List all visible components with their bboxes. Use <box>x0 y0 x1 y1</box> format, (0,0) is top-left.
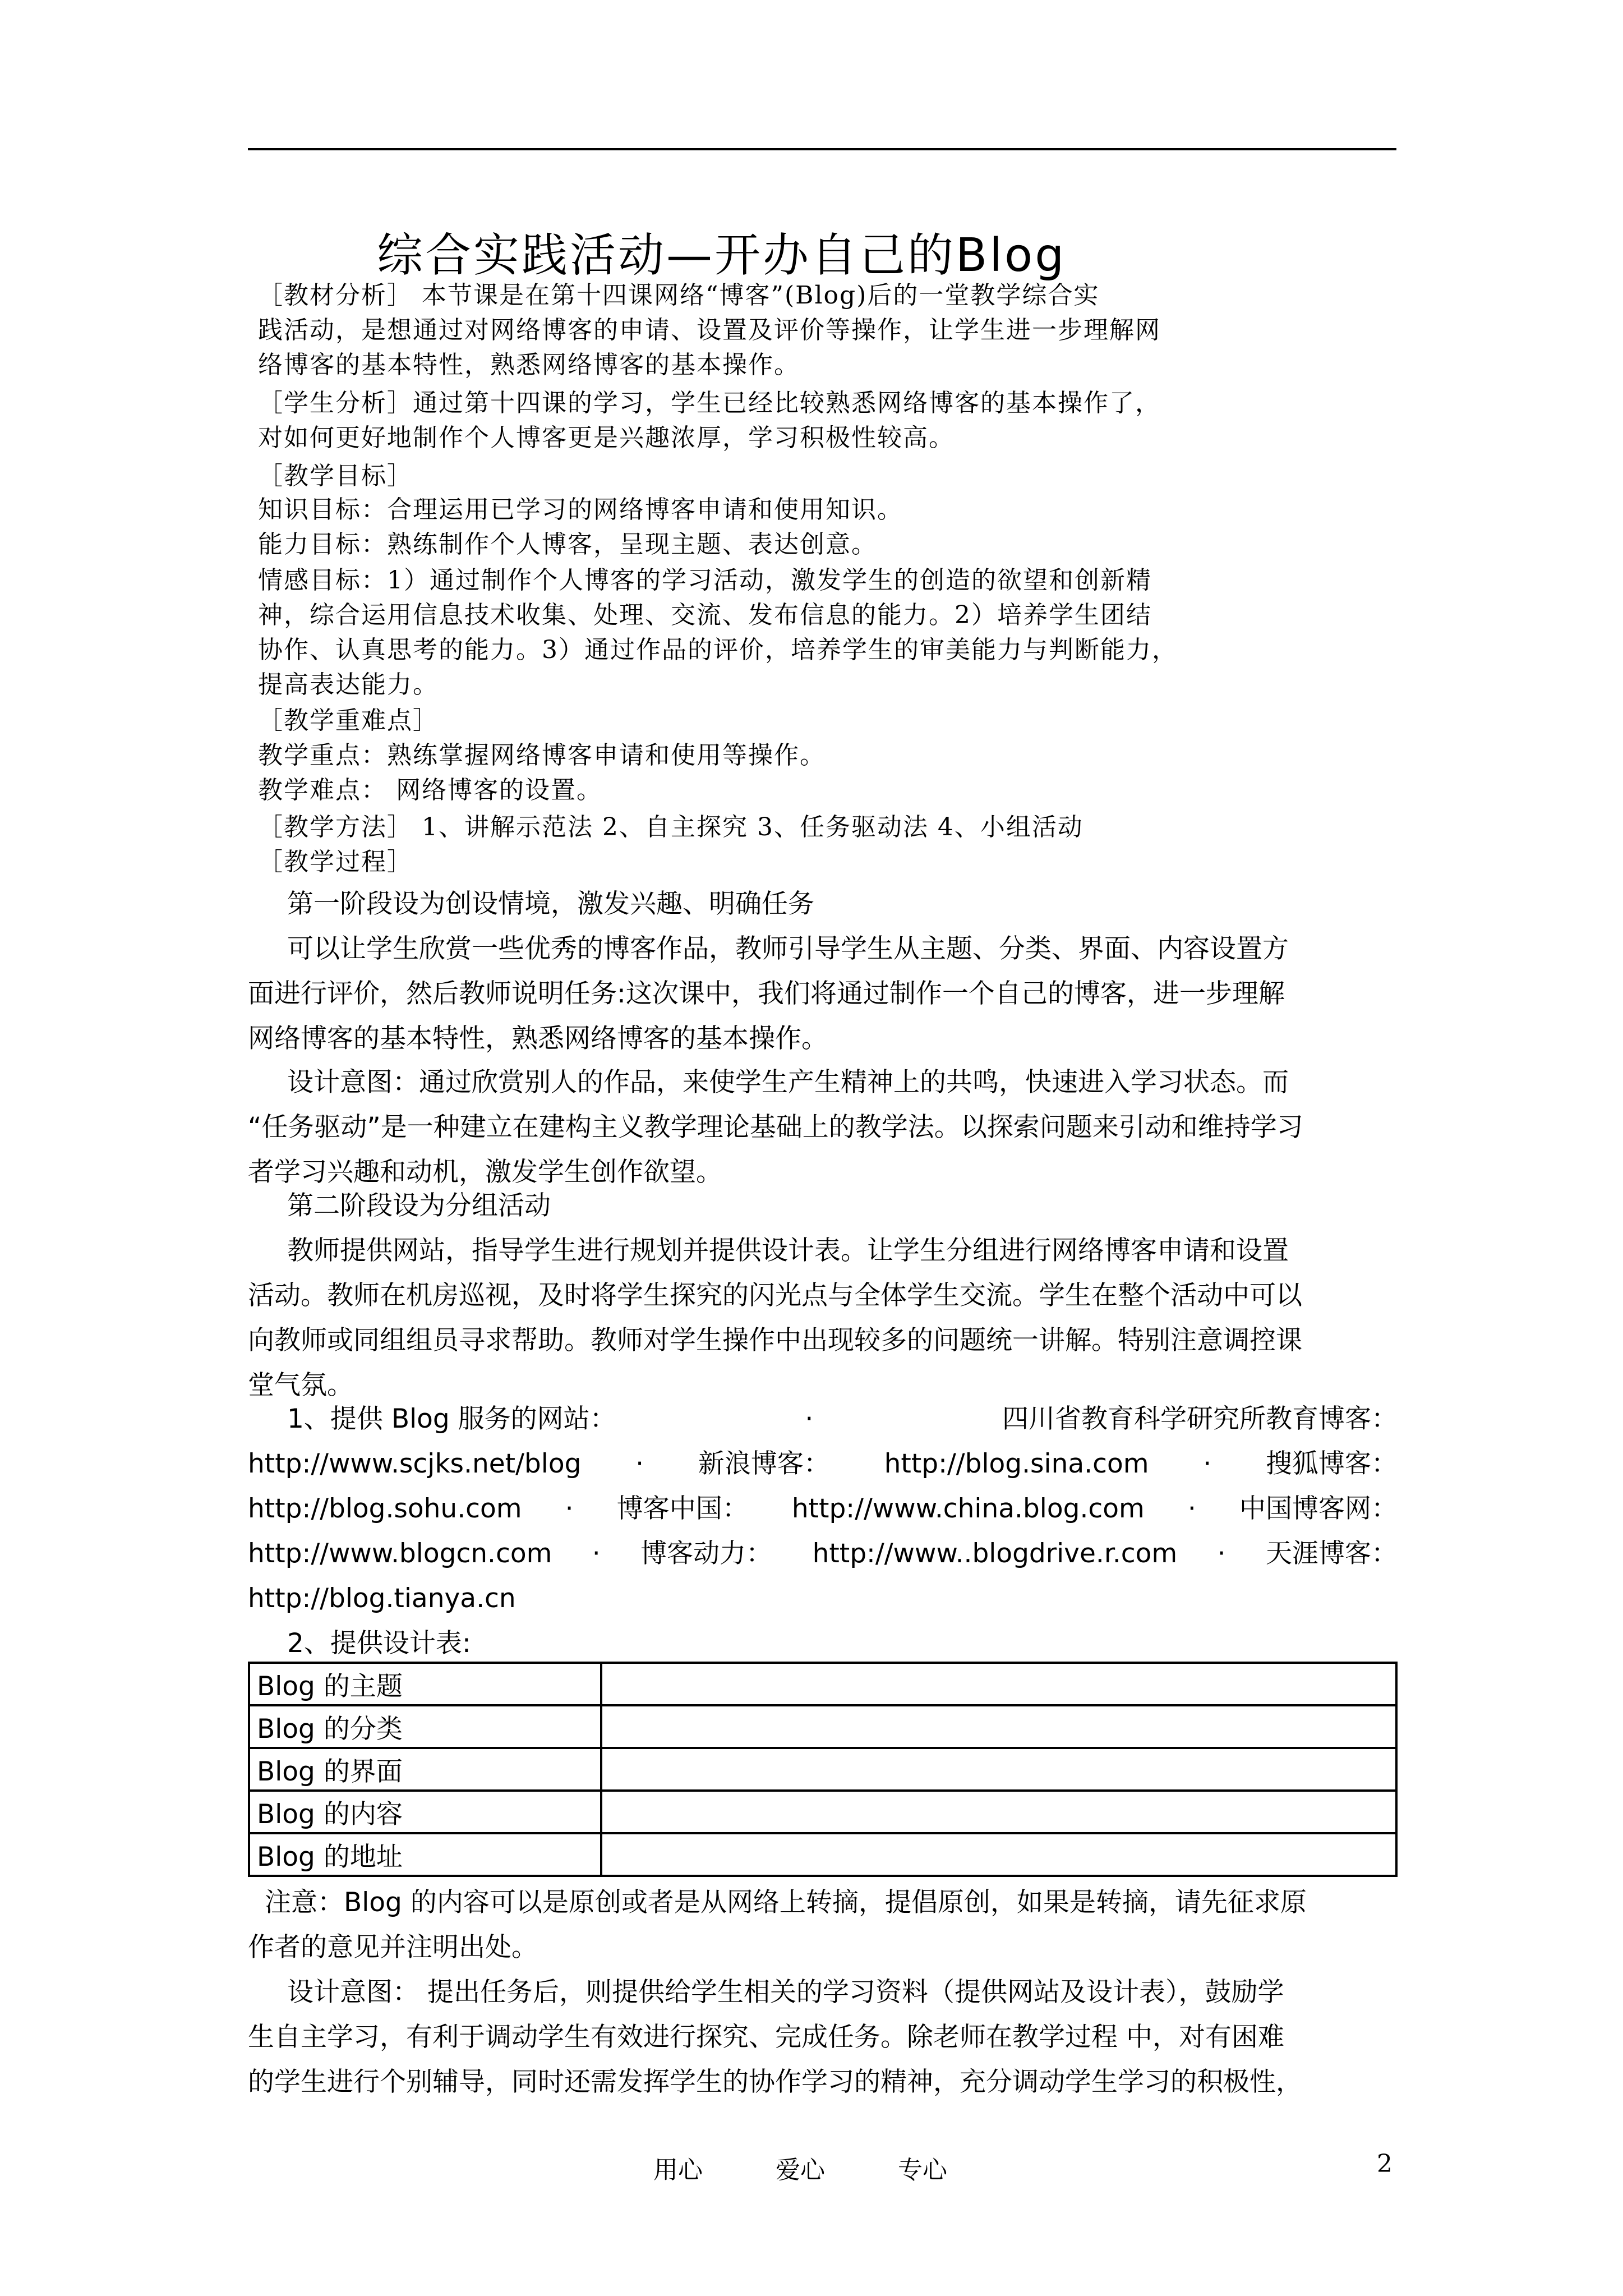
table-cell-value[interactable] <box>601 1791 1396 1833</box>
lesson-title: 综合实践活动—开办自己的Blog <box>377 229 1067 282</box>
scan-line: 知识目标：合理运用已学习的网络博客申请和使用知识。 <box>258 495 903 524</box>
link[interactable]: http://blog.sohu.com <box>248 1493 522 1524</box>
table-cell-label: Blog 的地址 <box>249 1833 601 1876</box>
scan-line: ［教学目标］ <box>258 462 413 490</box>
page-footer: 用心 爱心 专心 <box>653 2156 947 2184</box>
scan-line: 神，综合运用信息技术收集、处理、交流、发布信息的能力。2）培养学生团结 <box>258 601 1152 629</box>
url-row: http://www.scjks.net/blog · 新浪博客： http://blog.sina.com · 搜狐博客： <box>248 1442 1398 1487</box>
note-paragraph: 注意：Blog 的内容可以是原创或者是从网络上转摘，提倡原创，如果是转摘，请先征求原 作者的意见并注明出处。 <box>248 1887 1307 1963</box>
table-row <box>249 1705 1396 1748</box>
scan-line: 协作、认真思考的能力。3）通过作品的评价，培养学生的审美能力与判断能力， <box>258 636 1178 664</box>
scan-line: ［教学过程］ <box>258 848 413 876</box>
link[interactable]: http://www.scjks.net/blog <box>248 1448 582 1479</box>
blog-site-list <box>248 1397 1398 1666</box>
scan-line: 情感目标：1）通过制作个人博客的学习活动，激发学生的创造的欲望和创新精 <box>258 566 1152 595</box>
table-cell-value[interactable] <box>601 1833 1396 1876</box>
scanned-lesson-header <box>248 185 1224 886</box>
stage-2-heading: 第二阶段设为分组活动 <box>287 1190 551 1221</box>
page-number: 2 <box>1377 2150 1393 2178</box>
table-row <box>249 1833 1396 1876</box>
table-cell-label: Blog 的主题 <box>249 1663 601 1705</box>
scan-line: 教学重点：熟练掌握网络博客申请和使用等操作。 <box>258 741 826 770</box>
table-row <box>249 1748 1396 1791</box>
scan-line: 践活动，是想通过对网络博客的申请、设置及评价等操作，让学生进一步理解网 <box>258 316 1161 344</box>
scan-line: ［教材分析］ 本节课是在第十四课网络“博客”(Blog)后的一堂教学综合实 <box>258 281 1100 310</box>
table-cell-label: Blog 的界面 <box>249 1748 601 1791</box>
scan-line: ［教学重难点］ <box>258 706 439 735</box>
table-row <box>249 1663 1396 1705</box>
paragraph-design-intent-2: 设计意图： 提出任务后，则提供给学生相关的学习资料（提供网站及设计表），鼓励学 生自主学习，有利于调动学生有效进行探究、完成任务。除老师在教学过程 中，对有困难 的学生进行个别辅导，同时还需发挥学生的协作学习的精神，充分调动学生学习的积极性， <box>248 1977 1302 2097</box>
scan-line: ［学生分析］通过第十四课的学习，学生已经比较熟悉网络博客的基本操作了， <box>258 389 1161 417</box>
scan-line: 教学难点： 网络博客的设置。 <box>258 776 602 804</box>
table-cell-value[interactable] <box>601 1705 1396 1748</box>
link[interactable]: http://www.china.blog.com <box>791 1493 1145 1524</box>
url-row <box>248 1576 1398 1621</box>
stage-1-heading: 第一阶段设为创设情境，激发兴趣、明确任务 <box>287 889 814 919</box>
scan-line: 对如何更好地制作个人博客更是兴趣浓厚，学习积极性较高。 <box>258 424 955 452</box>
header-rule <box>248 148 1396 150</box>
url-row: http://www.blogcn.com · 博客动力： http://www..blogdrive.r.com · 天涯博客： <box>248 1531 1398 1576</box>
link[interactable]: http://blog.sina.com <box>884 1448 1149 1479</box>
table-row <box>249 1791 1396 1833</box>
scan-line: 络博客的基本特性，熟悉网络博客的基本操作。 <box>258 351 800 379</box>
table-cell-label: Blog 的分类 <box>249 1705 601 1748</box>
scan-line: ［教学方法］ 1、讲解示范法 2、自主探究 3、任务驱动法 4、小组活动 <box>258 813 1083 841</box>
scan-line: 提高表达能力。 <box>258 670 439 699</box>
paragraph-stage-1: 可以让学生欣赏一些优秀的博客作品，教师引导学生从主题、分类、界面、内容设置方 面进行评价，然后教师说明任务:这次课中，我们将通过制作一个自己的博客，进一步理解 网络博客的基本特性，熟悉网络博客的基本操作。 <box>248 933 1289 1054</box>
scan-line: 能力目标：熟练制作个人博客，呈现主题、表达创意。 <box>258 530 877 559</box>
link[interactable]: http://blog.tianya.cn <box>248 1583 516 1614</box>
link[interactable]: http://www.blogcn.com <box>248 1538 552 1569</box>
table-cell-value[interactable] <box>601 1663 1396 1705</box>
table-cell-value[interactable] <box>601 1748 1396 1791</box>
design-table <box>248 1662 1398 1877</box>
url-row: 1、提供 Blog 服务的网站： · 四川省教育科学研究所教育博客： <box>287 1404 1398 1434</box>
url-row: http://blog.sohu.com · 博客中国： http://www.china.blog.com · 中国博客网： <box>248 1487 1398 1531</box>
link[interactable]: http://www..blogdrive.r.com <box>812 1538 1178 1569</box>
paragraph-design-intent-1: 设计意图：通过欣赏别人的作品，来使学生产生精神上的共鸣，快速进入学习状态。而 “任务驱动”是一种建立在建构主义教学理论基础上的教学法。以探索问题来引动和维持学习 者学习兴趣和动机，激发学生创作欲望。 <box>248 1067 1303 1188</box>
table-intro: 2、提供设计表: <box>287 1628 471 1659</box>
paragraph-stage-2: 教师提供网站，指导学生进行规划并提供设计表。让学生分组进行网络博客申请和设置 活动。教师在机房巡视，及时将学生探究的闪光点与全体学生交流。学生在整个活动中可以 向教师或同组组员寻求帮助。教师对学生操作中出现较多的问题统一讲解。特别注意调控课 堂气氛。 <box>248 1235 1302 1401</box>
table-cell-label: Blog 的内容 <box>249 1791 601 1833</box>
